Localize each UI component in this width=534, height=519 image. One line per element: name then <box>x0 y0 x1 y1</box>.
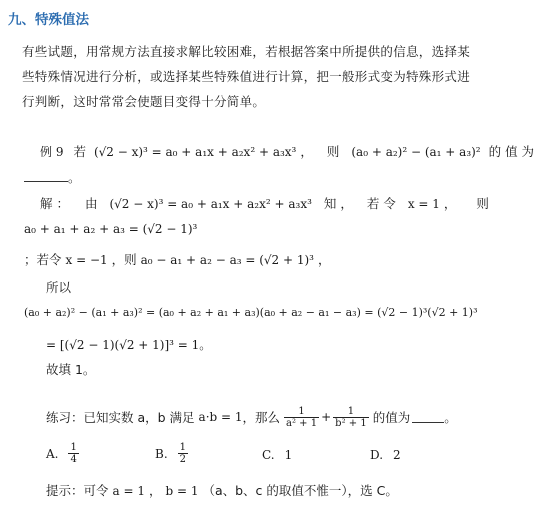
example-label: 例 9 <box>40 145 64 159</box>
solution-line3-x: x = −1 <box>65 253 108 267</box>
exercise-plus: + <box>321 410 332 424</box>
solution-suoyi: 所以 <box>46 280 72 295</box>
exercise-period: 。 <box>444 410 457 425</box>
solution-equation: (√2 − x)³ = a₀ + a₁x + a₂x² + a₃x³ <box>109 197 312 211</box>
example-ze: 则 <box>326 144 340 159</box>
solution-line-3 <box>24 250 331 268</box>
solution-line6-end: 。 <box>199 338 212 352</box>
solution-label: 解 ： <box>40 196 69 211</box>
solution-line-5: (a₀ + a₂)² − (a₁ + a₃)² = (a₀ + a₂ + a₁ + a₃)(a₀ + a₂ − a₁ − a₃) = (√2 − 1)³(√2 + 1)³ <box>24 306 478 319</box>
exercise-statement <box>46 402 457 432</box>
solution-comma: ， <box>443 196 457 211</box>
solution-line-1 <box>40 194 489 212</box>
example-statement <box>40 142 534 160</box>
intro-line-3: 行判断，这时常常会使题目变得十分简单。 <box>22 94 266 109</box>
solution-x1: x = 1 <box>407 197 440 211</box>
frac1-numerator: 1 <box>298 405 305 417</box>
option-c-letter: C. <box>262 448 275 462</box>
example-equation: (√2 − x)³ = a₀ + a₁x + a₂x² + a₃x³ <box>93 145 297 159</box>
exercise-fraction-2 <box>333 406 369 429</box>
example-expression: (a₀ + a₂)² − (a₁ + a₃)² <box>351 145 481 159</box>
solution-line3-prefix: ；若令 <box>24 252 62 267</box>
example-ask: 的 值 为 <box>488 144 534 159</box>
option-a-den: 4 <box>70 454 77 465</box>
solution-zhi: 知 ， <box>323 196 353 211</box>
solution-line-6 <box>46 334 211 353</box>
section-title: 九、特殊值法 <box>8 12 89 28</box>
solution-line6-eq: = [(√2 − 1)(√2 + 1)]³ = 1 <box>46 338 200 352</box>
example-comma: ， <box>300 144 313 159</box>
option-d <box>370 448 401 462</box>
solution-line3-eq: a₀ − a₁ + a₂ − a₃ = (√2 + 1)³ <box>140 253 314 267</box>
solution-answer: 故填 1。 <box>46 362 96 377</box>
exercise-prefix: 练习：已知实数 a，b 满足 <box>46 410 195 425</box>
solution-ruoling: 若 令 <box>366 196 396 211</box>
hint-b1: b = 1 <box>165 484 199 498</box>
hint-a1: a = 1 <box>112 484 145 498</box>
exercise-blank <box>412 412 444 423</box>
option-b <box>155 442 188 465</box>
intro-line-1: 有些试题，用常规方法直接求解比较困难，若根据答案中所提供的信息，选择某 <box>22 44 471 59</box>
intro-line-2: 些特殊情况进行分析，或选择某些特殊值进行计算，把一般形式变为特殊形式进 <box>22 69 471 84</box>
option-b-num: 1 <box>179 442 187 453</box>
frac1-denominator: a² + 1 <box>286 417 318 429</box>
exercise-mid: ，那么 <box>242 410 281 425</box>
option-a-fraction <box>68 442 78 465</box>
option-b-den: 2 <box>179 454 187 465</box>
example-ruo: 若 <box>73 144 86 159</box>
solution-line3-mid: ，则 <box>111 252 137 267</box>
hint-comma: ， <box>148 483 162 498</box>
option-a-letter: A. <box>46 446 59 461</box>
option-b-fraction <box>178 442 188 465</box>
option-a <box>46 442 79 465</box>
solution-line-2: a₀ + a₁ + a₂ + a₃ = (√2 − 1)³ <box>24 222 198 236</box>
option-c <box>262 448 292 462</box>
frac2-denominator: b² + 1 <box>335 417 367 429</box>
example-answer-line <box>24 168 81 186</box>
solution-line3-end: ， <box>317 252 331 267</box>
solution-you: 由 <box>84 196 98 211</box>
frac2-numerator: 1 <box>347 405 355 417</box>
hint-note: （a、b、c 的取值不惟一），选 C。 <box>202 483 398 498</box>
exercise-fraction-1 <box>284 406 319 429</box>
option-a-num: 1 <box>70 442 77 453</box>
example-period: 。 <box>68 170 81 185</box>
option-c-value: 1 <box>284 448 293 462</box>
solution-ze: 则 <box>476 196 489 211</box>
exercise-ab: a·b = 1 <box>198 410 243 424</box>
option-d-value: 2 <box>393 448 401 462</box>
answer-blank <box>24 171 68 182</box>
hint-prefix: 提示：可令 <box>46 483 109 498</box>
hint-line <box>46 481 398 499</box>
option-b-letter: B. <box>155 446 168 461</box>
exercise-ask: 的值为 <box>372 410 411 425</box>
option-d-letter: D. <box>370 448 384 462</box>
